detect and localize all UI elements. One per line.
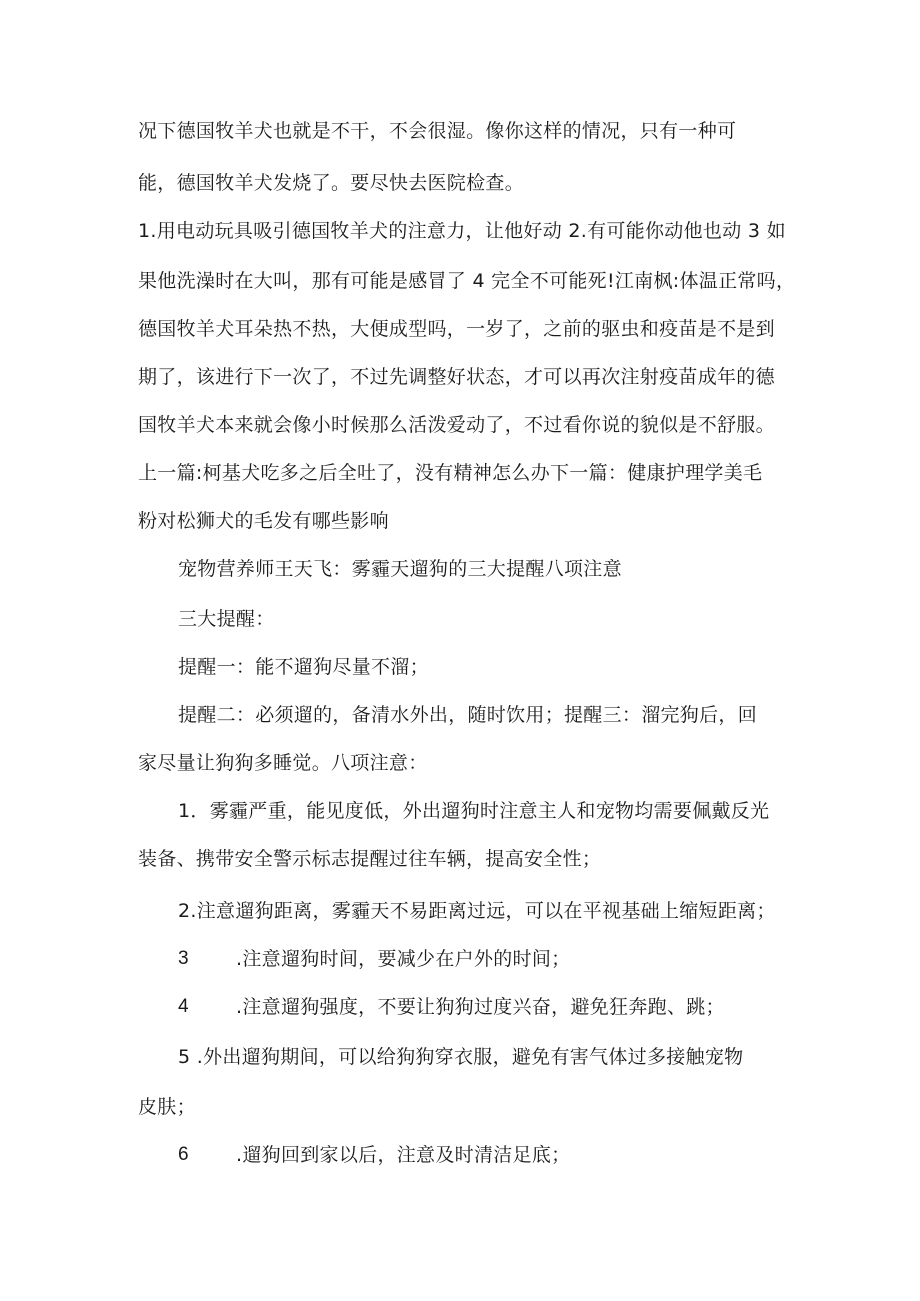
text-line: 能，德国牧羊犬发烧了。要尽快去医院检查。 (138, 172, 525, 194)
text-line: 1．雾霾严重，能见度低，外出遛狗时注意主人和宠物均需要佩戴反光 (178, 800, 770, 822)
text-line: 粉对松狮犬的毛发有哪些影响 (138, 510, 389, 532)
text-line: 2.注意遛狗距离，雾霾天不易距离过远，可以在平视基础上缩短距离； (178, 900, 776, 922)
text-line: 德国牧羊犬耳朵热不热，大便成型吗，一岁了，之前的驱虫和疫苗是不是到 (138, 318, 775, 340)
text-line: 果他洗澡时在大叫，那有可能是感冒了 4 完全不可能死!江南枫:体温正常吗， (138, 270, 796, 292)
text-line: 上一篇:柯基犬吃多之后全吐了，没有精神怎么办下一篇：健康护理学美毛 (138, 462, 763, 484)
text-line: 家尽量让狗狗多睡觉。八项注意： (138, 752, 428, 774)
text-line: 三大提醒： (178, 608, 275, 630)
item-number: 3 (178, 948, 189, 969)
text-line: 1.用电动玩具吸引德国牧羊犬的注意力，让他好动 2.有可能你动他也动 3 如 (138, 220, 786, 242)
item-number: 4 (178, 996, 189, 1017)
text-line: 期了，该进行下一次了，不过先调整好状态，才可以再次注射疫苗成年的德 (138, 366, 775, 388)
text-line: 提醒一：能不遛狗尽量不溜； (178, 656, 429, 678)
text-line: 5 .外出遛狗期间，可以给狗狗穿衣服，避免有害气体过多接触宠物 (178, 1046, 744, 1068)
item-text: .注意遛狗强度，不要让狗狗过度兴奋，避免狂奔跑、跳； (236, 996, 725, 1018)
item-text: .注意遛狗时间，要减少在户外的时间； (236, 948, 571, 970)
text-line: 装备、携带安全警示标志提醒过往车辆，提高安全性； (138, 848, 602, 870)
text-line: 提醒二：必须遛的，备清水外出，随时饮用；提醒三：溜完狗后，回 (178, 704, 758, 726)
text-line: 皮肤； (138, 1096, 196, 1118)
item-text: .遛狗回到家以后，注意及时清洁足底； (236, 1144, 571, 1166)
section-title: 宠物营养师王天飞：雾霾天遛狗的三大提醒八项注意 (178, 558, 622, 580)
text-line: 况下德国牧羊犬也就是不干，不会很湿。像你这样的情况，只有一种可 (138, 120, 737, 142)
item-number: 6 (178, 1144, 189, 1165)
text-line: 国牧羊犬本来就会像小时候那么活泼爱动了，不过看你说的貌似是不舒服。 (138, 414, 775, 436)
